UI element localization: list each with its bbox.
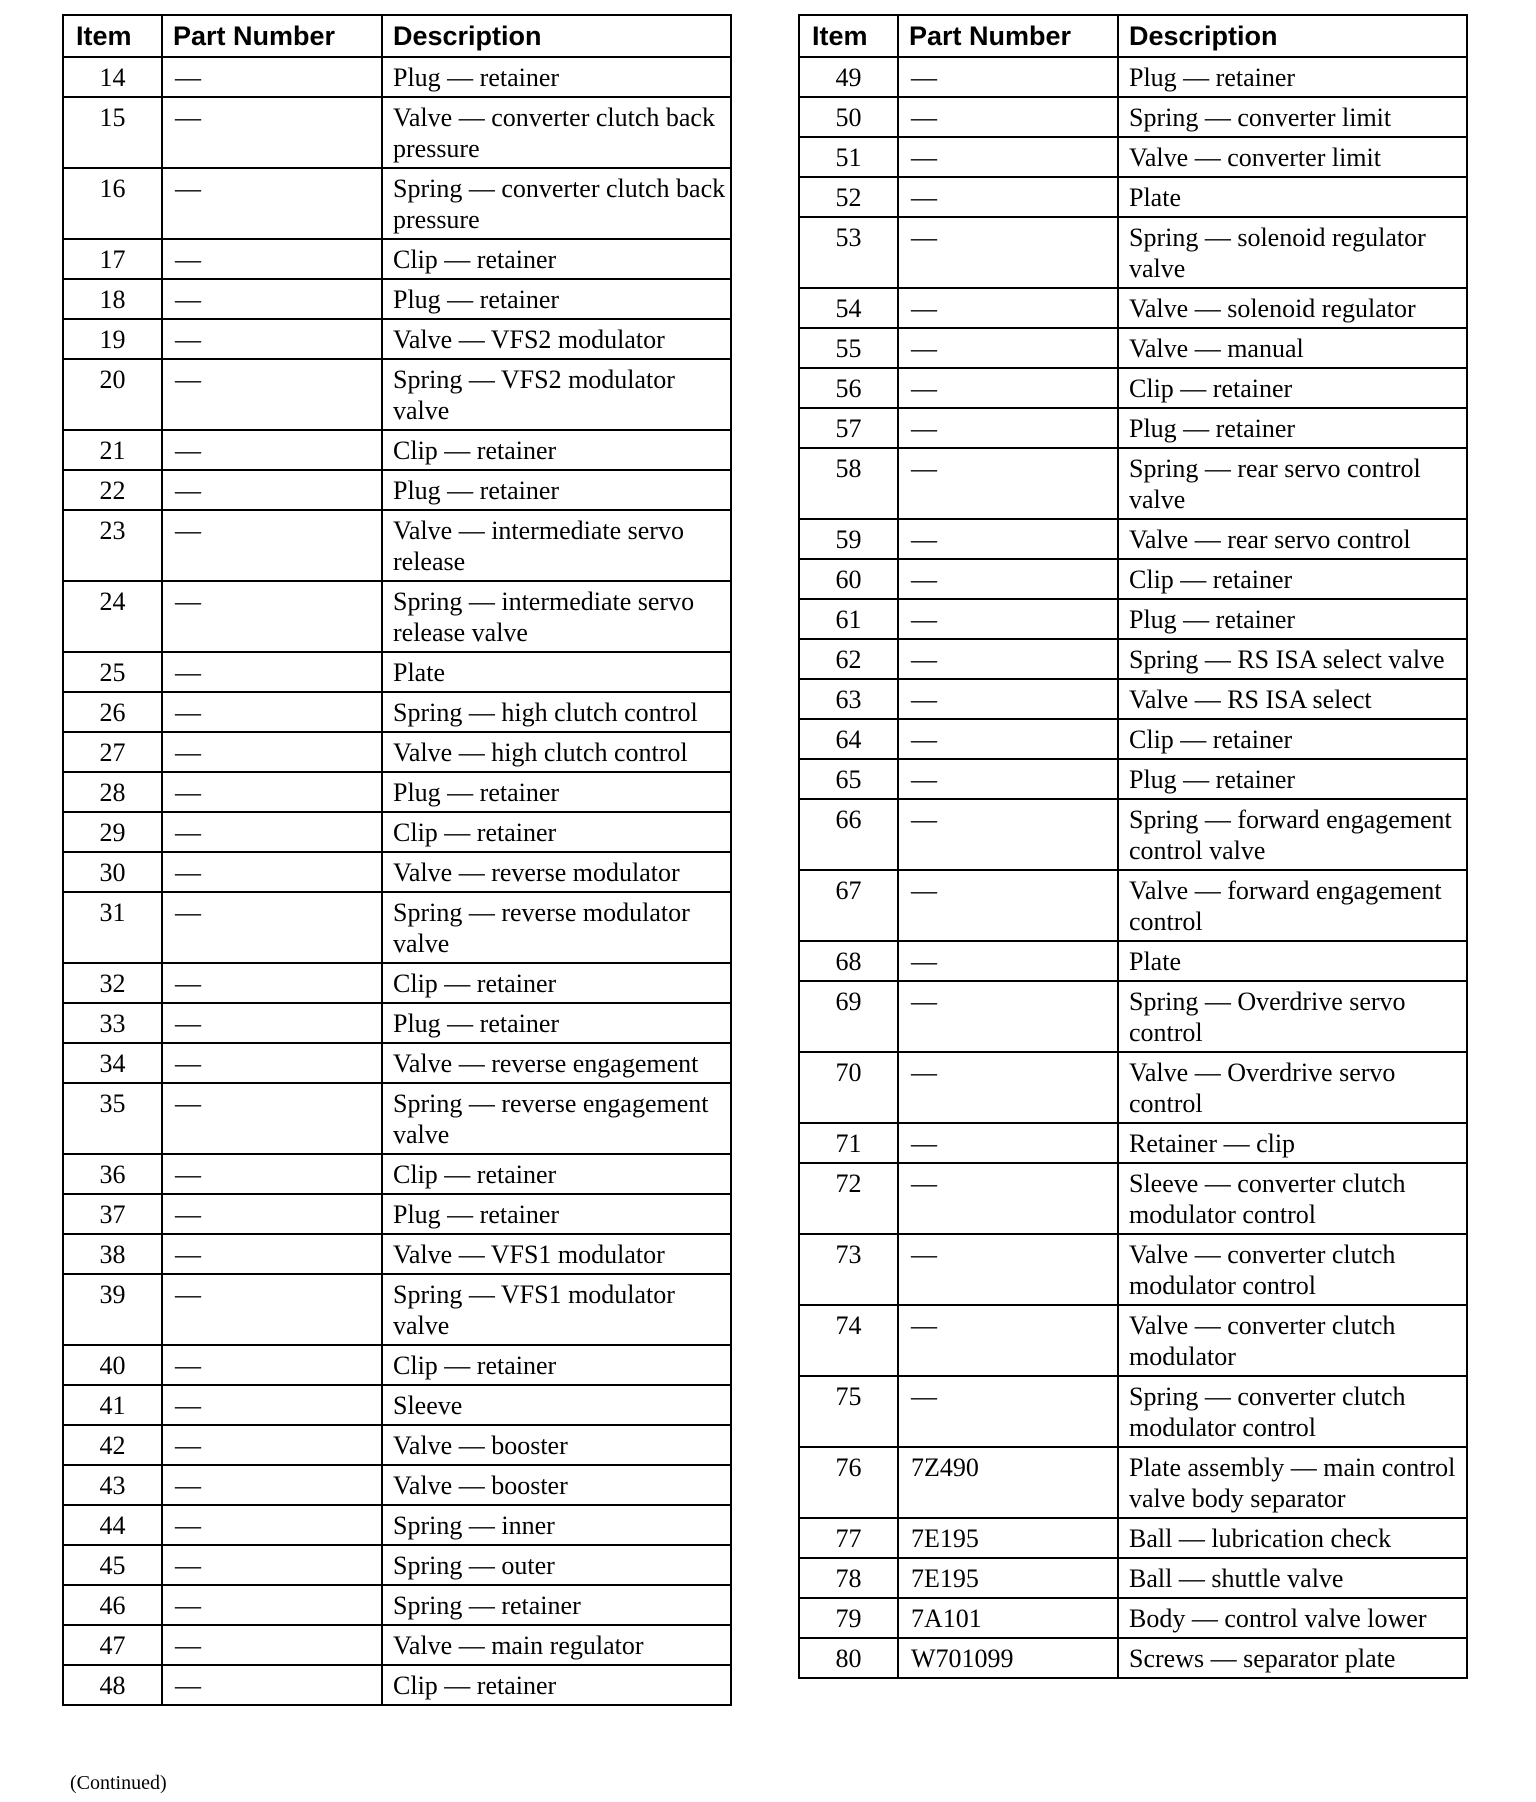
table-row <box>63 732 731 772</box>
table-row <box>63 1234 731 1274</box>
description: Spring — forward engagement control valve <box>1118 799 1467 870</box>
description: Retainer — clip <box>1118 1123 1467 1163</box>
part-number: — <box>898 799 1118 870</box>
item-number: 28 <box>63 772 162 812</box>
part-number: — <box>162 1234 382 1274</box>
item-number: 22 <box>63 470 162 510</box>
description: Valve — reverse engagement <box>382 1043 731 1083</box>
header-row <box>63 15 731 57</box>
table-row <box>799 328 1467 368</box>
table-row <box>799 1447 1467 1518</box>
table-row <box>799 941 1467 981</box>
item-number: 30 <box>63 852 162 892</box>
table-row <box>799 639 1467 679</box>
item-number: 63 <box>799 679 898 719</box>
part-number: — <box>898 408 1118 448</box>
description: Plug — retainer <box>1118 599 1467 639</box>
item-number: 24 <box>63 581 162 652</box>
table-body-left <box>63 57 731 1705</box>
item-number: 33 <box>63 1003 162 1043</box>
table-row <box>799 799 1467 870</box>
description: Spring — solenoid regulator valve <box>1118 217 1467 288</box>
item-number: 69 <box>799 981 898 1052</box>
item-number: 60 <box>799 559 898 599</box>
description: Clip — retainer <box>1118 719 1467 759</box>
item-number: 68 <box>799 941 898 981</box>
part-number: 7E195 <box>898 1558 1118 1598</box>
table-row <box>63 1585 731 1625</box>
part-number: — <box>162 1505 382 1545</box>
table-row <box>63 57 731 97</box>
description: Valve — reverse modulator <box>382 852 731 892</box>
table-row <box>799 1638 1467 1678</box>
item-number: 70 <box>799 1052 898 1123</box>
description: Spring — Overdrive servo control <box>1118 981 1467 1052</box>
item-number: 15 <box>63 97 162 168</box>
part-number: — <box>162 1003 382 1043</box>
item-number: 36 <box>63 1154 162 1194</box>
description: Clip — retainer <box>382 963 731 1003</box>
table-row <box>799 137 1467 177</box>
part-number: — <box>162 963 382 1003</box>
part-number: — <box>162 470 382 510</box>
item-number: 19 <box>63 319 162 359</box>
item-number: 27 <box>63 732 162 772</box>
item-number: 38 <box>63 1234 162 1274</box>
description: Spring — high clutch control <box>382 692 731 732</box>
part-number: — <box>898 981 1118 1052</box>
part-number: — <box>898 137 1118 177</box>
part-number: W701099 <box>898 1638 1118 1678</box>
item-number: 37 <box>63 1194 162 1234</box>
part-number: — <box>162 430 382 470</box>
item-number: 23 <box>63 510 162 581</box>
part-number: — <box>162 319 382 359</box>
description: Plug — retainer <box>382 57 731 97</box>
part-number: — <box>898 1234 1118 1305</box>
table-row <box>63 1274 731 1345</box>
item-number: 74 <box>799 1305 898 1376</box>
part-number: — <box>898 719 1118 759</box>
table-row <box>63 1545 731 1585</box>
description: Valve — converter clutch modulator control <box>1118 1234 1467 1305</box>
part-number: — <box>162 1585 382 1625</box>
part-number: — <box>898 519 1118 559</box>
table-row <box>63 168 731 239</box>
table-row <box>63 1083 731 1154</box>
item-number: 57 <box>799 408 898 448</box>
item-number: 72 <box>799 1163 898 1234</box>
table-row <box>63 1665 731 1705</box>
header-row <box>799 15 1467 57</box>
item-number: 58 <box>799 448 898 519</box>
item-number: 45 <box>63 1545 162 1585</box>
item-number: 65 <box>799 759 898 799</box>
description: Valve — RS ISA select <box>1118 679 1467 719</box>
item-number: 64 <box>799 719 898 759</box>
table-row <box>799 177 1467 217</box>
item-number: 26 <box>63 692 162 732</box>
description: Clip — retainer <box>382 1345 731 1385</box>
description: Clip — retainer <box>382 239 731 279</box>
item-number: 54 <box>799 288 898 328</box>
item-number: 55 <box>799 328 898 368</box>
description: Sleeve <box>382 1385 731 1425</box>
item-number: 79 <box>799 1598 898 1638</box>
description: Spring — converter clutch modulator control <box>1118 1376 1467 1447</box>
table-row <box>63 1154 731 1194</box>
part-number: — <box>162 239 382 279</box>
table-row <box>799 1558 1467 1598</box>
table-row <box>799 559 1467 599</box>
part-number: 7A101 <box>898 1598 1118 1638</box>
table-row <box>63 1425 731 1465</box>
table-row <box>799 1052 1467 1123</box>
description: Clip — retainer <box>1118 368 1467 408</box>
table-row <box>63 581 731 652</box>
description: Valve — main regulator <box>382 1625 731 1665</box>
table-row <box>799 1376 1467 1447</box>
part-number: — <box>162 1043 382 1083</box>
description: Valve — high clutch control <box>382 732 731 772</box>
description: Spring — reverse engagement valve <box>382 1083 731 1154</box>
part-number: — <box>898 288 1118 328</box>
table-row <box>799 1518 1467 1558</box>
part-number: — <box>162 1665 382 1705</box>
description: Clip — retainer <box>382 1154 731 1194</box>
item-number: 39 <box>63 1274 162 1345</box>
item-number: 77 <box>799 1518 898 1558</box>
part-number: — <box>898 679 1118 719</box>
item-number: 78 <box>799 1558 898 1598</box>
description: Plug — retainer <box>1118 57 1467 97</box>
table-row <box>799 981 1467 1052</box>
description: Ball — lubrication check <box>1118 1518 1467 1558</box>
parts-table-right <box>798 14 1468 1679</box>
parts-table-left <box>62 14 732 1706</box>
description: Plate <box>1118 941 1467 981</box>
description: Plate assembly — main control valve body separator <box>1118 1447 1467 1518</box>
description: Valve — solenoid regulator <box>1118 288 1467 328</box>
part-number: — <box>162 1274 382 1345</box>
description: Spring — rear servo control valve <box>1118 448 1467 519</box>
item-number: 49 <box>799 57 898 97</box>
table-row <box>63 963 731 1003</box>
part-number: — <box>162 581 382 652</box>
description: Plug — retainer <box>1118 759 1467 799</box>
item-number: 73 <box>799 1234 898 1305</box>
item-number: 66 <box>799 799 898 870</box>
item-number: 31 <box>63 892 162 963</box>
part-number: — <box>898 217 1118 288</box>
description: Valve — VFS1 modulator <box>382 1234 731 1274</box>
item-number: 47 <box>63 1625 162 1665</box>
table-row <box>63 772 731 812</box>
part-number: — <box>162 1465 382 1505</box>
part-number: — <box>162 1425 382 1465</box>
table-row <box>799 57 1467 97</box>
item-number: 17 <box>63 239 162 279</box>
table-row <box>63 1625 731 1665</box>
header-part-number: Part Number <box>162 15 382 57</box>
description: Plug — retainer <box>382 279 731 319</box>
description: Valve — manual <box>1118 328 1467 368</box>
table-row <box>63 319 731 359</box>
part-number: — <box>898 177 1118 217</box>
item-number: 43 <box>63 1465 162 1505</box>
description: Clip — retainer <box>382 430 731 470</box>
description: Sleeve — converter clutch modulator control <box>1118 1163 1467 1234</box>
header-description: Description <box>1118 15 1467 57</box>
part-number: — <box>898 870 1118 941</box>
table-row <box>63 470 731 510</box>
item-number: 67 <box>799 870 898 941</box>
table-row <box>63 279 731 319</box>
table-row <box>63 1465 731 1505</box>
part-number: — <box>162 1345 382 1385</box>
description: Spring — reverse modulator valve <box>382 892 731 963</box>
description: Valve — converter clutch modulator <box>1118 1305 1467 1376</box>
description: Valve — rear servo control <box>1118 519 1467 559</box>
item-number: 42 <box>63 1425 162 1465</box>
description: Valve — booster <box>382 1425 731 1465</box>
header-item: Item <box>799 15 898 57</box>
table-row <box>63 1194 731 1234</box>
description: Plug — retainer <box>382 1194 731 1234</box>
part-number: — <box>162 812 382 852</box>
header-description: Description <box>382 15 731 57</box>
table-row <box>63 652 731 692</box>
table-row <box>63 430 731 470</box>
table-row <box>799 217 1467 288</box>
item-number: 20 <box>63 359 162 430</box>
description: Body — control valve lower <box>1118 1598 1467 1638</box>
part-number: — <box>162 359 382 430</box>
part-number: — <box>898 639 1118 679</box>
part-number: — <box>898 1052 1118 1123</box>
table-row <box>63 692 731 732</box>
description: Spring — converter clutch back pressure <box>382 168 731 239</box>
part-number: — <box>898 368 1118 408</box>
part-number: — <box>162 57 382 97</box>
table-row <box>63 892 731 963</box>
part-number: — <box>162 510 382 581</box>
table-row <box>63 359 731 430</box>
item-number: 75 <box>799 1376 898 1447</box>
description: Screws — separator plate <box>1118 1638 1467 1678</box>
item-number: 48 <box>63 1665 162 1705</box>
part-number: 7Z490 <box>898 1447 1118 1518</box>
item-number: 46 <box>63 1585 162 1625</box>
description: Valve — converter limit <box>1118 137 1467 177</box>
description: Valve — booster <box>382 1465 731 1505</box>
part-number: — <box>898 448 1118 519</box>
table-row <box>799 519 1467 559</box>
item-number: 76 <box>799 1447 898 1518</box>
part-number: — <box>898 599 1118 639</box>
item-number: 25 <box>63 652 162 692</box>
item-number: 32 <box>63 963 162 1003</box>
table-row <box>799 870 1467 941</box>
part-number: — <box>162 279 382 319</box>
description: Plug — retainer <box>382 1003 731 1043</box>
description: Plug — retainer <box>1118 408 1467 448</box>
table-row <box>799 679 1467 719</box>
item-number: 21 <box>63 430 162 470</box>
table-row <box>799 1598 1467 1638</box>
part-number: — <box>162 652 382 692</box>
part-number: — <box>898 57 1118 97</box>
item-number: 41 <box>63 1385 162 1425</box>
item-number: 59 <box>799 519 898 559</box>
item-number: 51 <box>799 137 898 177</box>
item-number: 50 <box>799 97 898 137</box>
table-row <box>799 1234 1467 1305</box>
table-row <box>799 759 1467 799</box>
description: Plug — retainer <box>382 772 731 812</box>
table-row <box>799 288 1467 328</box>
part-number: — <box>898 97 1118 137</box>
part-number: — <box>898 559 1118 599</box>
part-number: — <box>162 168 382 239</box>
header-part-number: Part Number <box>898 15 1118 57</box>
item-number: 44 <box>63 1505 162 1545</box>
part-number: — <box>898 941 1118 981</box>
description: Valve — intermediate servo release <box>382 510 731 581</box>
item-number: 29 <box>63 812 162 852</box>
description: Spring — converter limit <box>1118 97 1467 137</box>
description: Spring — inner <box>382 1505 731 1545</box>
description: Clip — retainer <box>382 812 731 852</box>
item-number: 61 <box>799 599 898 639</box>
item-number: 53 <box>799 217 898 288</box>
table-row <box>799 97 1467 137</box>
table-row <box>799 1305 1467 1376</box>
part-number: — <box>898 1123 1118 1163</box>
description: Spring — VFS1 modulator valve <box>382 1274 731 1345</box>
part-number: — <box>162 1154 382 1194</box>
table-row <box>799 1163 1467 1234</box>
table-row <box>799 448 1467 519</box>
part-number: — <box>162 692 382 732</box>
description: Clip — retainer <box>1118 559 1467 599</box>
table-row <box>63 510 731 581</box>
description: Ball — shuttle valve <box>1118 1558 1467 1598</box>
table-row <box>63 97 731 168</box>
item-number: 56 <box>799 368 898 408</box>
table-row <box>63 1345 731 1385</box>
part-number: — <box>898 759 1118 799</box>
table-row <box>63 1385 731 1425</box>
description: Clip — retainer <box>382 1665 731 1705</box>
table-row <box>63 239 731 279</box>
item-number: 14 <box>63 57 162 97</box>
table-row <box>63 1505 731 1545</box>
part-number: — <box>162 892 382 963</box>
description: Valve — forward engagement control <box>1118 870 1467 941</box>
item-number: 35 <box>63 1083 162 1154</box>
description: Spring — VFS2 modulator valve <box>382 359 731 430</box>
item-number: 80 <box>799 1638 898 1678</box>
description: Plate <box>1118 177 1467 217</box>
description: Spring — intermediate servo release valve <box>382 581 731 652</box>
part-number: — <box>162 852 382 892</box>
part-number: 7E195 <box>898 1518 1118 1558</box>
table-row <box>799 719 1467 759</box>
description: Valve — VFS2 modulator <box>382 319 731 359</box>
continued-note: (Continued) <box>70 1772 167 1794</box>
item-number: 71 <box>799 1123 898 1163</box>
description: Plate <box>382 652 731 692</box>
table-row <box>799 599 1467 639</box>
part-number: — <box>162 1545 382 1585</box>
table-row <box>799 1123 1467 1163</box>
part-number: — <box>898 1163 1118 1234</box>
part-number: — <box>162 1194 382 1234</box>
header-item: Item <box>63 15 162 57</box>
part-number: — <box>162 97 382 168</box>
table-row <box>63 812 731 852</box>
item-number: 34 <box>63 1043 162 1083</box>
table-row <box>63 1043 731 1083</box>
description: Valve — Overdrive servo control <box>1118 1052 1467 1123</box>
part-number: — <box>162 772 382 812</box>
description: Spring — RS ISA select valve <box>1118 639 1467 679</box>
part-number: — <box>162 732 382 772</box>
table-body-right <box>799 57 1467 1678</box>
part-number: — <box>898 1305 1118 1376</box>
part-number: — <box>162 1625 382 1665</box>
part-number: — <box>162 1083 382 1154</box>
part-number: — <box>898 1376 1118 1447</box>
table-row <box>63 852 731 892</box>
description: Spring — retainer <box>382 1585 731 1625</box>
item-number: 52 <box>799 177 898 217</box>
part-number: — <box>898 328 1118 368</box>
description: Valve — converter clutch back pressure <box>382 97 731 168</box>
table-row <box>799 368 1467 408</box>
item-number: 18 <box>63 279 162 319</box>
description: Plug — retainer <box>382 470 731 510</box>
item-number: 62 <box>799 639 898 679</box>
table-row <box>799 408 1467 448</box>
item-number: 40 <box>63 1345 162 1385</box>
part-number: — <box>162 1385 382 1425</box>
description: Spring — outer <box>382 1545 731 1585</box>
item-number: 16 <box>63 168 162 239</box>
table-row <box>63 1003 731 1043</box>
